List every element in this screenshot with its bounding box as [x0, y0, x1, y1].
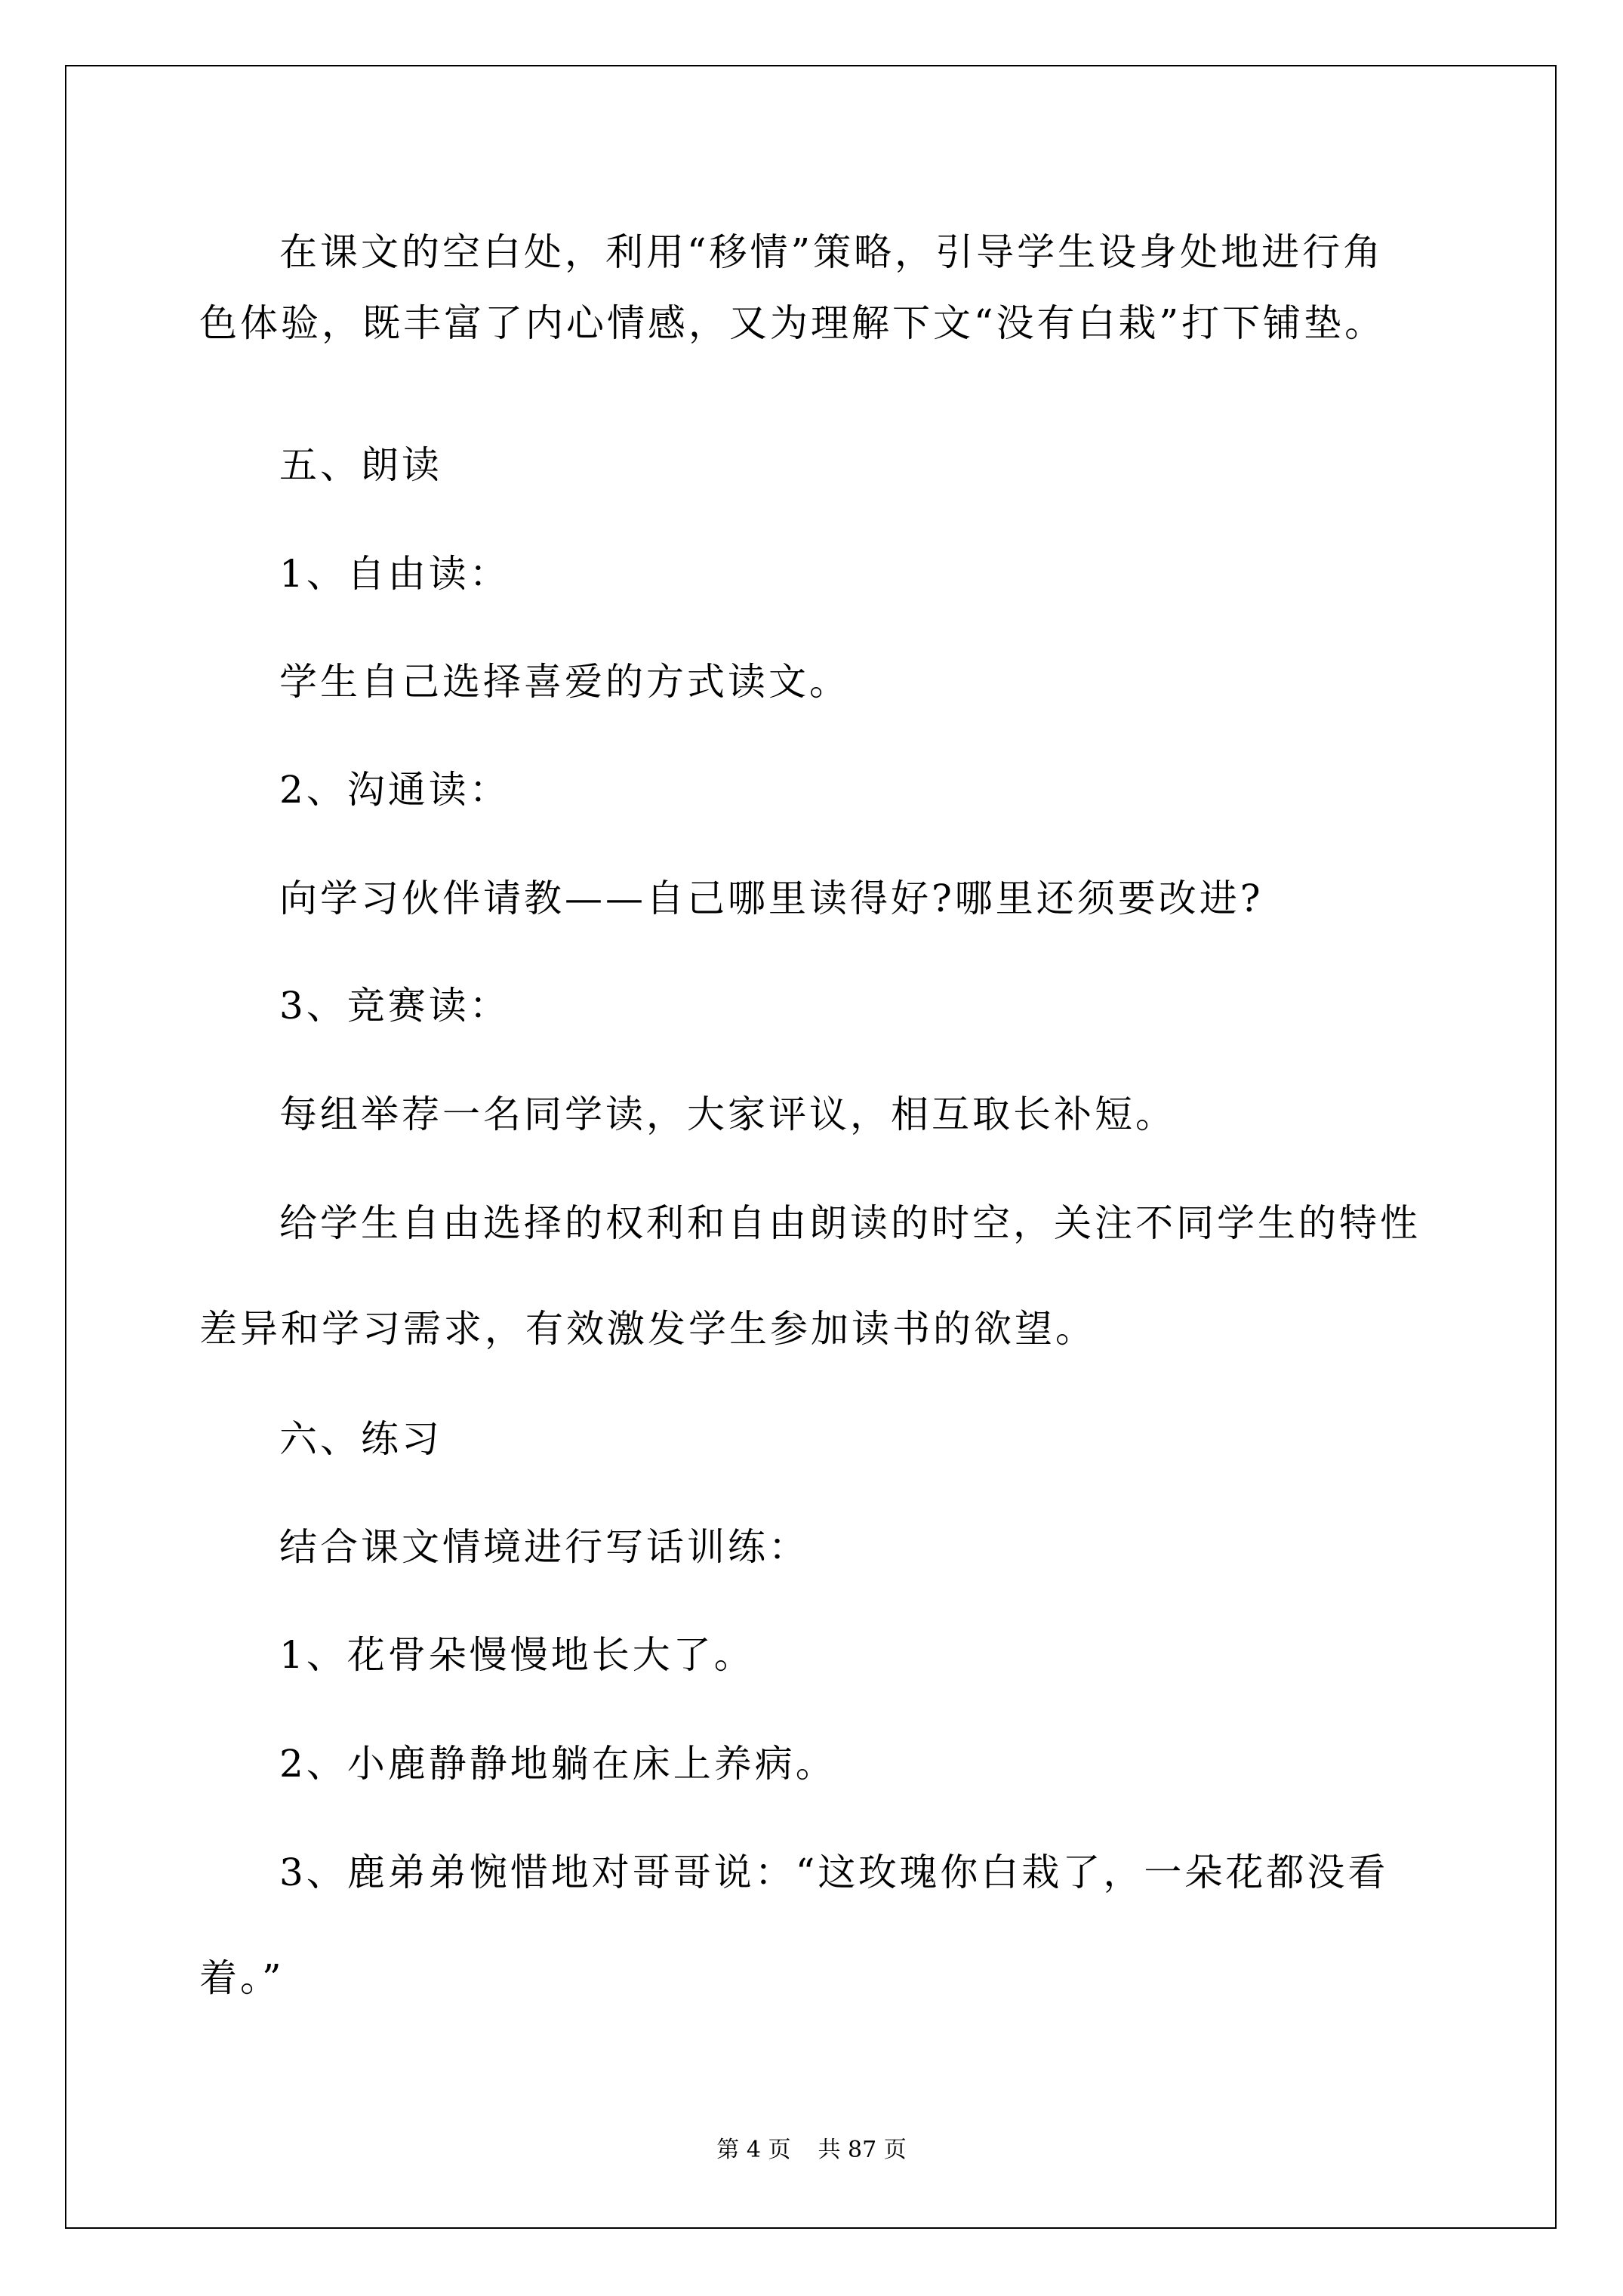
list-item: 2、小鹿静静地躺在床上养病。 — [279, 1742, 836, 1786]
paragraph-line: 色体验，既丰富了内心情感，又为理解下文“没有白栽”打下铺垫。 — [199, 301, 1386, 345]
subheading: 3、竞赛读： — [279, 984, 510, 1028]
page-number: 第 4 页 — [716, 2137, 791, 2163]
subheading: 1、自由读： — [279, 552, 510, 596]
list-item-continuation: 着。” — [199, 1956, 285, 2000]
section-heading: 五、朗读 — [279, 443, 442, 487]
page-footer — [0, 2137, 1623, 2164]
subheading: 2、沟通读： — [279, 768, 510, 812]
section-heading: 六、练习 — [279, 1417, 442, 1461]
paragraph-line: 在课文的空白处，利用“移情”策略，引导学生设身处地进行角 — [279, 230, 1384, 274]
list-item: 1、花骨朵慢慢地长大了。 — [279, 1633, 755, 1677]
paragraph-line: 给学生自由选择的权利和自由朗读的时空，关注不同学生的特性 — [279, 1201, 1421, 1245]
paragraph-line: 结合课文情境进行写话训练： — [279, 1525, 809, 1569]
page-border — [65, 65, 1557, 2229]
page-total: 共 87 页 — [818, 2137, 907, 2163]
paragraph-line: 差异和学习需求，有效激发学生参加读书的欲望。 — [199, 1307, 1096, 1351]
list-item: 3、鹿弟弟惋惜地对哥哥说：“这玫瑰你白栽了，一朵花都没看 — [279, 1851, 1389, 1894]
paragraph-line: 每组举荐一名同学读，大家评议，相互取长补短。 — [279, 1093, 1176, 1136]
paragraph-line: 向学习伙伴请教——自己哪里读得好?哪里还须要改进? — [279, 877, 1264, 920]
paragraph-line: 学生自己选择喜爱的方式读文。 — [279, 660, 850, 704]
